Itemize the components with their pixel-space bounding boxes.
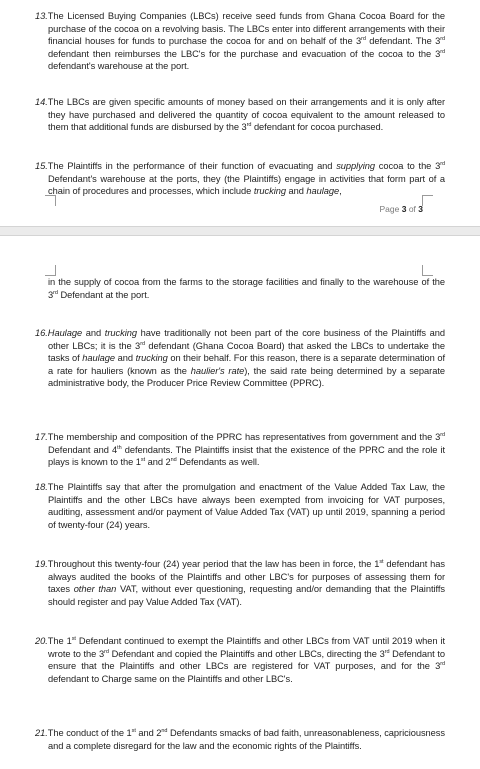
paragraph-21: 21.The conduct of the 1st and 2nd Defendants smacks of bad faith, unreasonableness, capriciousness and a complete disregard for the law and the economic rights of the Plaintiffs.	[35, 728, 445, 751]
paragraph-15: 15.The Plaintiffs in the performance of their function of evacuating and supplying cocoa to the 3rd Defendant's warehouse at the ports, they (the Plaintiffs) engage in activities that form part of a chain of procedures and processes, which include trucking and haulage,	[35, 161, 445, 197]
paragraph-number: 13.	[35, 11, 48, 21]
page-corner-marker	[45, 265, 56, 276]
page-corner-marker	[45, 195, 56, 206]
paragraph-number: 21.	[35, 728, 48, 738]
page-number: Page 3 of 3	[379, 204, 423, 214]
paragraph-number: 20.	[35, 636, 48, 646]
paragraph-number: 19.	[35, 559, 48, 569]
document-page-3	[0, 0, 480, 226]
paragraph-18: 18.The Plaintiffs say that after the promulgation and enactment of the Value Added Tax Law, the Plaintiffs and the other LBCs have always been exempted from invoicing for VAT purposes, auditing, assessment and/or payment of Value Added Tax (VAT) up until 2019, spanning a period of twenty-four (24) years.	[35, 482, 445, 530]
paragraph-20: 20.The 1st Defendant continued to exempt the Plaintiffs and other LBCs from VAT until 2019 when it wrote to the 3rd Defendant and copied the Plaintiffs and other LBCs, directing the 3rd Defendant to ensure that the Plaintiffs and other LBCs are registered for VAT purposes, and for the 3rd defendant to Charge same on the Plaintiffs and other LBC's.	[35, 636, 445, 684]
page-break	[0, 226, 480, 236]
paragraph-13: 13.The Licensed Buying Companies (LBCs) receive seed funds from Ghana Cocoa Board for the purchase of the cocoa on a revolving basis. The LBCs enter into different arrangements with their financial houses for funds to purchase the cocoa for and on behalf of the 3rd defendant. The 3rd defendant then reimburses the LBC's for the purchase and evacuation of the cocoa to the 3rd defendant's warehouse at the port.	[35, 11, 445, 72]
page-corner-marker	[422, 195, 433, 206]
paragraph-number: 14.	[35, 97, 48, 107]
paragraph-number: 17.	[35, 432, 48, 442]
paragraph-number: 18.	[35, 482, 48, 492]
paragraph-16: 16.Haulage and trucking have traditionally not been part of the core business of the Plaintiffs and other LBCs; it is the 3rd defendant (Ghana Cocoa Board) that asked the LBCs to undertake the tasks of haulage and trucking on their behalf. For this reason, there is a separate determination of a rate for hauliers (known as the haulier's rate), the said rate being determined by a separate administrative body, the Producer Price Review Committee (PPRC).	[35, 328, 445, 389]
paragraph-14: 14.The LBCs are given specific amounts of money based on their arrangements and it is only after they have purchased and delivered the quantity of cocoa equivalent to the amount released to them that additional funds are disbursed by the 3rd defendant for cocoa purchased.	[35, 97, 445, 133]
paragraph-15-continued: in the supply of cocoa from the farms to the storage facilities and finally to the warehouse of the 3rd Defendant at the port.	[48, 277, 445, 300]
paragraph-number: 16.	[35, 328, 48, 338]
paragraph-number: 15.	[35, 161, 48, 171]
paragraph-17: 17.The membership and composition of the PPRC has representatives from government and the 3rd Defendant and 4th defendants. The Plaintiffs insist that the existence of the PPRC and the role it plays is known to the 1st and 2nd Defendants as well.	[35, 432, 445, 468]
page-corner-marker	[422, 265, 433, 276]
paragraph-19: 19.Throughout this twenty-four (24) year period that the law has been in force, the 1st defendant has always audited the books of the Plaintiffs and other LBC's for purposes of assessing them for taxes other than VAT, without ever questioning, requesting and/or demanding that the Plaintiffs should register and pay Value Added Tax (VAT).	[35, 559, 445, 607]
